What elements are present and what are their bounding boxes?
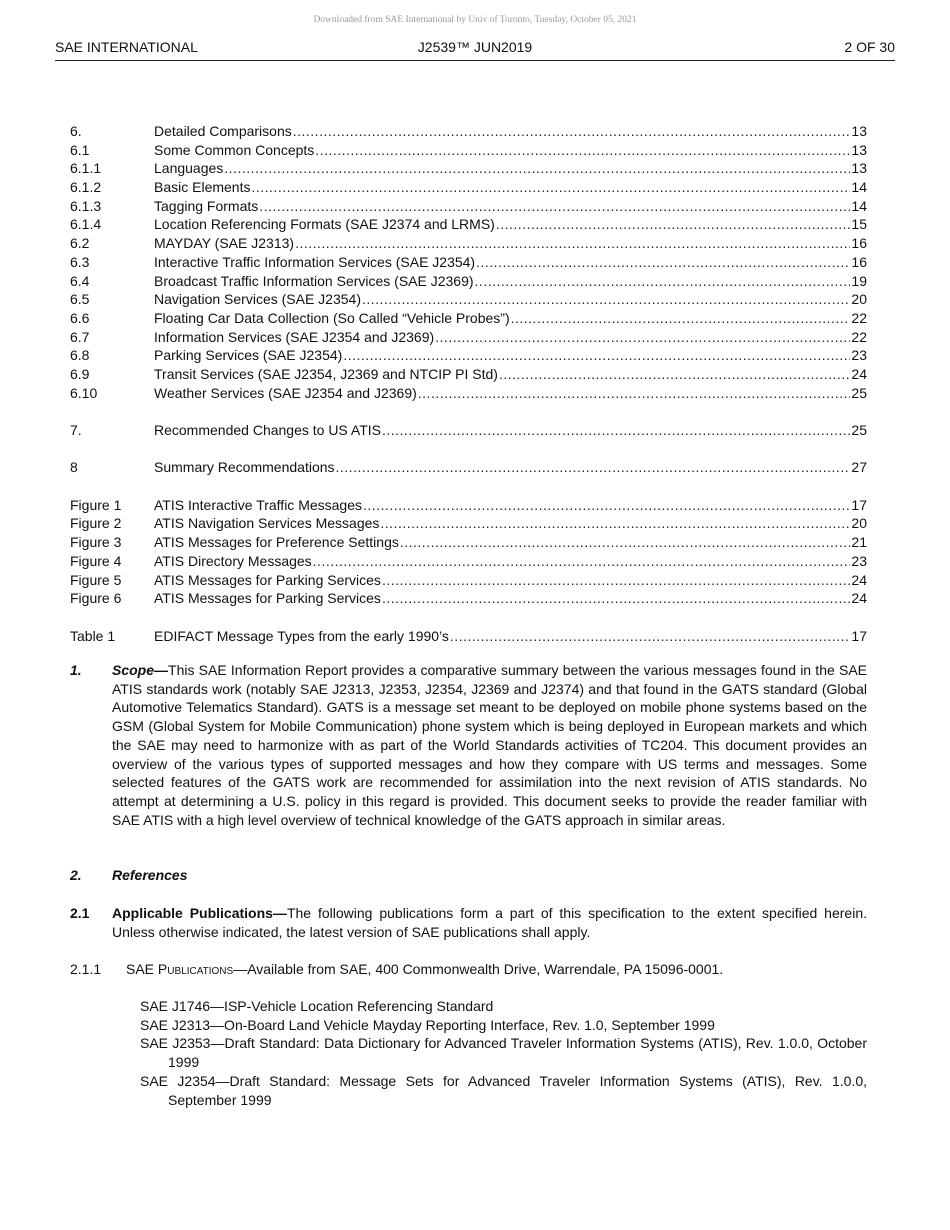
- toc-entry-number: 6.1.1: [70, 160, 102, 177]
- toc-entry-page: 25: [851, 384, 867, 401]
- toc-entry-number: 8: [70, 459, 78, 476]
- toc-dot-leader: [362, 290, 850, 309]
- toc-dot-leader: [293, 122, 851, 141]
- section-applicable-publications: [70, 904, 867, 941]
- reference-item: SAE J1746—ISP-Vehicle Location Referencing Standard: [140, 998, 494, 1014]
- toc-entry-page: 14: [851, 197, 867, 214]
- toc-entry-page: 16: [851, 253, 867, 270]
- toc-entry-page: 13: [851, 141, 867, 158]
- toc-entry-title: ATIS Messages for Preference Settings: [154, 534, 399, 551]
- toc-entry-page: 14: [851, 179, 867, 196]
- toc-entry-title: Transit Services (SAE J2354, J2369 and NTCIP PI Std): [154, 365, 498, 382]
- section-sae-publications: [70, 960, 867, 979]
- toc-entry[interactable]: [70, 384, 867, 403]
- section-body: [126, 960, 867, 979]
- section-scope: [70, 661, 867, 829]
- header-document-id: J2539™ JUN2019: [417, 39, 533, 55]
- toc-dot-leader: [450, 627, 851, 646]
- toc-entry-title: Languages: [154, 160, 224, 177]
- toc-entry-number: 6.5: [70, 291, 90, 308]
- toc-entry-page: 25: [851, 422, 867, 438]
- toc-entry-title: ATIS Messages for Parking Services: [154, 571, 381, 588]
- toc-entry-title: Broadcast Traffic Information Services (SAE J2369): [154, 272, 474, 289]
- toc-entry-title: ATIS Directory Messages: [154, 552, 312, 569]
- download-watermark: Downloaded from SAE International by Univ of Toronto, Tuesday, October 05, 2021: [313, 15, 637, 25]
- toc-entry[interactable]: [70, 197, 867, 216]
- toc-entry-title: ATIS Navigation Services Messages: [154, 515, 380, 532]
- toc-entry[interactable]: [70, 496, 867, 515]
- reference-item: SAE J2354—Draft Standard: Message Sets for Advanced Traveler Information Systems (ATIS), Rev. 1.0.0, September 1999: [140, 1072, 867, 1108]
- toc-entry-title: Tagging Formats: [154, 197, 259, 214]
- toc-entry-page: 24: [851, 590, 867, 607]
- section-number: 2.1.1: [70, 961, 102, 977]
- toc-entry-page: 13: [851, 123, 867, 139]
- toc-entry-page: 17: [851, 496, 867, 513]
- toc-entry-number: Table 1: [70, 627, 116, 644]
- toc-entry-title: ATIS Messages for Parking Services: [154, 590, 381, 607]
- toc-entry[interactable]: [70, 421, 867, 440]
- toc-dot-leader: [295, 234, 850, 253]
- toc-dot-leader: [380, 514, 850, 533]
- toc-entry[interactable]: [70, 253, 867, 272]
- toc-entry-page: 22: [851, 328, 867, 345]
- toc-entry-page: 27: [851, 459, 867, 476]
- toc-entry-title: ATIS Interactive Traffic Messages: [154, 496, 363, 513]
- toc-entry-number: 6.: [70, 123, 82, 139]
- toc-dot-leader: [251, 178, 850, 197]
- section-references: [70, 866, 867, 885]
- toc-entry-page: 13: [851, 160, 867, 177]
- toc-entry-number: 6.2: [70, 235, 90, 252]
- toc-entry[interactable]: [70, 552, 867, 571]
- toc-entry-title: Navigation Services (SAE J2354): [154, 291, 361, 308]
- toc-entry[interactable]: [70, 589, 867, 608]
- section-text: This SAE Information Report provides a comparative summary between the various messages found in the SAE ATIS standards work (notably SAE J2313, J2353, J2354, J2369 and J2374) and that found in the GATS standard (Global Automotive Telematics Standard). GATS is a message set meant to be deployed on mobile phone systems based on the GSM (Global System for Mobile Communication) phone system which is being deployed in European markets and which the SAE may need to harmonize with as part of the World Standards activities of TC204. This document provides an overview of the various types of supported messages and how they compare with US terms and messages. Some selected features of the GATS work are recommended for assimilation into the next revision of ATIS standards. No attempt at determining a U.S. policy in this regard is provided. This document seeks to provide the reader familiar with SAE ATIS with a high level overview of technical knowledge of the GATS approach in similar areas.: [112, 662, 867, 828]
- toc-dot-leader: [382, 571, 850, 590]
- toc-entry-number: 6.9: [70, 365, 90, 382]
- toc-entry[interactable]: [70, 309, 867, 328]
- toc-entry-number: 6.4: [70, 272, 90, 289]
- toc-entry-title: Floating Car Data Collection (So Called “Vehicle Probes”): [154, 309, 510, 326]
- toc-entry-number: 6.8: [70, 347, 90, 364]
- toc-entry-number: 6.3: [70, 253, 90, 270]
- reference-list: [140, 997, 867, 1109]
- toc-entry-title: Interactive Traffic Information Services (SAE J2354): [154, 253, 476, 270]
- toc-entry-title: Some Common Concepts: [154, 141, 315, 158]
- toc-entry-title: Information Services (SAE J2354 and J2369): [154, 328, 435, 345]
- toc-entry-page: 19: [851, 272, 867, 289]
- toc-dot-leader: [475, 272, 851, 291]
- toc-dot-leader: [363, 496, 850, 515]
- toc-entry[interactable]: [70, 272, 867, 291]
- toc-entry-title: Parking Services (SAE J2354): [154, 347, 343, 364]
- toc-entry-page: 17: [851, 627, 867, 644]
- toc-entry[interactable]: [70, 627, 867, 646]
- reference-item: SAE J2313—On-Board Land Vehicle Mayday Reporting Interface, Rev. 1.0, September 1999: [140, 1016, 715, 1033]
- toc-entry-number: 6.1.4: [70, 216, 102, 233]
- table-of-contents: [70, 122, 867, 664]
- toc-entry-page: 21: [851, 534, 867, 551]
- toc-entry-number: 6.1.3: [70, 197, 102, 214]
- toc-dot-leader: [476, 253, 850, 272]
- toc-group: [70, 458, 867, 477]
- toc-entry-page: 16: [851, 235, 867, 252]
- toc-entry-number: 6.10: [70, 384, 98, 401]
- toc-entry-page: 22: [851, 309, 867, 326]
- toc-entry[interactable]: [70, 346, 867, 365]
- toc-entry[interactable]: [70, 215, 867, 234]
- header-page-number: 2 OF 30: [844, 39, 895, 55]
- toc-entry-page: 15: [851, 216, 867, 233]
- toc-dot-leader: [400, 533, 851, 552]
- header-organization: SAE INTERNATIONAL: [55, 39, 198, 55]
- toc-entry-number: Figure 3: [70, 534, 122, 551]
- section-number: 1.: [70, 662, 82, 678]
- toc-entry-number: 6.1: [70, 141, 90, 158]
- toc-group: [70, 627, 867, 646]
- toc-entry[interactable]: [70, 533, 867, 552]
- section-body: [112, 661, 867, 829]
- toc-dot-leader: [496, 215, 851, 234]
- toc-entry-title: Detailed Comparisons: [154, 123, 292, 139]
- toc-entry-number: 6.6: [70, 309, 90, 326]
- toc-entry-number: Figure 4: [70, 552, 122, 569]
- toc-entry-number: 6.7: [70, 328, 90, 345]
- toc-entry[interactable]: [70, 365, 867, 384]
- section-body: [112, 904, 867, 941]
- toc-entry-page: 20: [851, 515, 867, 532]
- toc-entry-title: Basic Elements: [154, 179, 251, 196]
- toc-dot-leader: [315, 141, 850, 160]
- toc-entry[interactable]: [70, 159, 867, 178]
- toc-entry[interactable]: [70, 458, 867, 477]
- section-number: 2.: [70, 867, 82, 883]
- page-header: [55, 38, 895, 61]
- toc-entry-page: 20: [851, 291, 867, 308]
- toc-entry-page: 24: [851, 365, 867, 382]
- toc-entry[interactable]: [70, 178, 867, 197]
- toc-entry-title: MAYDAY (SAE J2313): [154, 235, 295, 252]
- section-heading: References: [112, 867, 188, 883]
- toc-dot-leader: [313, 552, 851, 571]
- toc-entry[interactable]: [70, 571, 867, 590]
- section-number: 2.1: [70, 905, 90, 921]
- toc-dot-leader: [511, 309, 851, 328]
- toc-dot-leader: [336, 458, 851, 477]
- toc-entry[interactable]: [70, 290, 867, 309]
- toc-entry-number: Figure 6: [70, 590, 122, 607]
- toc-entry-title: Location Referencing Formats (SAE J2374 and LRMS): [154, 216, 495, 233]
- toc-entry-number: 7.: [70, 422, 82, 438]
- toc-entry-number: Figure 2: [70, 515, 122, 532]
- toc-group: [70, 496, 867, 608]
- section-lead: Scope—: [112, 662, 169, 678]
- toc-entry[interactable]: [70, 328, 867, 347]
- toc-dot-leader: [343, 346, 850, 365]
- toc-dot-leader: [418, 384, 851, 403]
- toc-entry-page: 23: [851, 347, 867, 364]
- toc-entry[interactable]: [70, 234, 867, 253]
- toc-entry[interactable]: [70, 141, 867, 160]
- toc-entry-number: 6.1.2: [70, 179, 102, 196]
- toc-entry-title: EDIFACT Message Types from the early 1990’s: [154, 627, 449, 644]
- section-lead: SAE Publications: [126, 961, 234, 977]
- toc-entry[interactable]: [70, 122, 867, 141]
- toc-dot-leader: [435, 328, 850, 347]
- toc-entry-page: 24: [851, 571, 867, 588]
- toc-dot-leader: [259, 197, 850, 216]
- section-text: —Available from SAE, 400 Commonwealth Drive, Warrendale, PA 15096-0001.: [233, 961, 724, 977]
- toc-dot-leader: [499, 365, 850, 384]
- toc-dot-leader: [382, 589, 850, 608]
- section-text: The following publications form a part of this specification to the extent specified herein. Unless otherwise indicated, the latest version of SAE publications shall apply.: [112, 905, 867, 940]
- toc-group: [70, 421, 867, 440]
- reference-item: SAE J2353—Draft Standard: Data Dictionary for Advanced Traveler Information Systems (ATIS), Rev. 1.0.0, October 1999: [140, 1035, 867, 1071]
- toc-group: [70, 122, 867, 402]
- toc-entry-title: Summary Recommendations: [154, 459, 335, 476]
- section-lead: Applicable Publications—: [112, 905, 287, 921]
- toc-entry[interactable]: [70, 514, 867, 533]
- toc-entry-title: Recommended Changes to US ATIS: [154, 422, 381, 438]
- toc-dot-leader: [224, 159, 850, 178]
- toc-dot-leader: [382, 421, 850, 440]
- toc-entry-page: 23: [851, 552, 867, 569]
- toc-entry-number: Figure 1: [70, 496, 122, 513]
- toc-entry-title: Weather Services (SAE J2354 and J2369): [154, 384, 417, 401]
- toc-entry-number: Figure 5: [70, 571, 122, 588]
